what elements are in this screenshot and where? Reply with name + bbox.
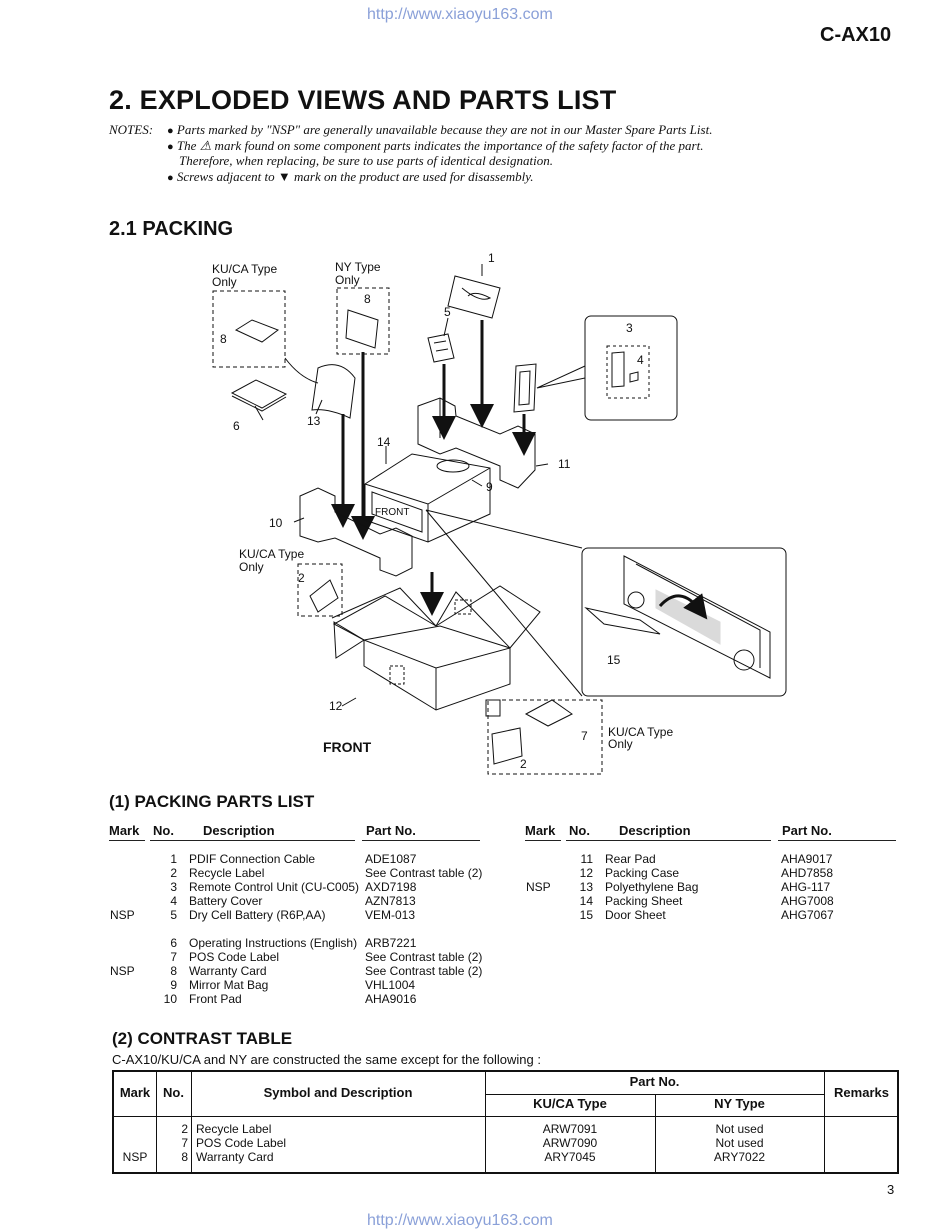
page-title: 2. EXPLODED VIEWS AND PARTS LIST — [109, 85, 617, 115]
ct-no: 7 — [181, 1136, 188, 1150]
callout-number: 14 — [377, 435, 391, 449]
callout-number: 1 — [488, 251, 495, 265]
part-mark: NSP — [110, 964, 135, 978]
part-description: Remote Control Unit (CU-C005) — [189, 880, 360, 894]
part-number: 6 — [170, 936, 177, 950]
part-description: Packing Case — [605, 866, 680, 880]
part-code: AHA9016 — [365, 992, 417, 1006]
callout-number: 10 — [269, 516, 283, 530]
label-only-1: Only — [212, 275, 237, 289]
part-number: 15 — [579, 908, 593, 922]
part-code: AHG7008 — [781, 894, 834, 908]
packing-exploded-diagram — [200, 248, 800, 780]
callout-number: 4 — [637, 353, 644, 367]
part-code: VHL1004 — [365, 978, 416, 992]
part-description: PDIF Connection Cable — [189, 852, 316, 866]
part-description: Recycle Label — [189, 866, 265, 880]
part-code: AHA9017 — [781, 852, 833, 866]
callout-number: 2 — [298, 571, 305, 585]
part-code: VEM-013 — [365, 908, 416, 922]
ct-ny: ARY7022 — [713, 1150, 766, 1164]
part-number: 12 — [579, 866, 593, 880]
part-code: AHG7067 — [781, 908, 834, 922]
part-code: See Contrast table (2) — [365, 950, 483, 964]
part-code: AZN7813 — [365, 894, 416, 908]
ct-kuca: ARY7045 — [544, 1150, 596, 1164]
part-description: Warranty Card — [189, 964, 267, 978]
part-description: Polyethylene Bag — [605, 880, 699, 894]
col-header-no: No. — [569, 823, 590, 838]
part-mark: NSP — [110, 908, 135, 922]
callout-number: 5 — [444, 305, 451, 319]
part-number: 13 — [579, 880, 593, 894]
label-front-box: FRONT — [375, 507, 410, 518]
ct-header-no: No. — [163, 1085, 184, 1100]
part-code: See Contrast table (2) — [365, 866, 483, 880]
label-kuca-2: KU/CA Type — [239, 547, 305, 561]
callout-number: 13 — [307, 414, 321, 428]
part-code: ADE1087 — [365, 852, 417, 866]
contrast-table-title: (2) CONTRAST TABLE — [112, 1029, 293, 1048]
ct-desc: Recycle Label — [196, 1122, 272, 1136]
bullet-icon: ● — [167, 171, 174, 184]
notes-label: NOTES: — [109, 122, 154, 137]
label-only-4: Only — [608, 737, 633, 751]
ct-ny: Not used — [715, 1136, 764, 1150]
notes-block — [109, 122, 889, 186]
label-front-main: FRONT — [323, 739, 372, 755]
callout-number: 11 — [558, 457, 571, 471]
note-item: ● The ⚠ mark found on some component parts indicates the importance of the safety factor of the part. — [167, 137, 704, 153]
col-header-part-no: Part No. — [782, 823, 832, 838]
note-item: ● Screws adjacent to ▼ mark on the product are used for disassembly. — [167, 168, 534, 184]
callout-number: 3 — [626, 321, 633, 335]
ct-no: 8 — [181, 1150, 188, 1164]
callout-number: 12 — [329, 699, 343, 713]
bottom-url[interactable]: http://www.xiaoyu163.com — [367, 1212, 553, 1229]
part-mark: NSP — [526, 880, 551, 894]
part-number: 9 — [170, 978, 177, 992]
callout-number: 7 — [581, 729, 588, 743]
callout-number: 15 — [607, 653, 621, 667]
part-code: See Contrast table (2) — [365, 964, 483, 978]
bullet-icon: ● — [167, 140, 174, 153]
ct-header-part-no: Part No. — [629, 1074, 680, 1089]
note-item: ● Parts marked by "NSP" are generally unavailable because they are not in our Master Spare Parts List. — [167, 122, 713, 137]
label-kuca-3: KU/CA Type — [608, 725, 674, 739]
part-description: Dry Cell Battery (R6P,AA) — [189, 908, 326, 922]
ct-header-kuca: KU/CA Type — [533, 1096, 607, 1111]
ct-mark: NSP — [122, 1150, 148, 1164]
part-description: Front Pad — [189, 992, 242, 1006]
callout-number: 9 — [486, 480, 493, 494]
ct-desc: POS Code Label — [196, 1136, 287, 1150]
part-description: POS Code Label — [189, 950, 280, 964]
col-header-mark: Mark — [109, 823, 140, 838]
ct-kuca: ARW7090 — [542, 1136, 598, 1150]
col-header-no: No. — [153, 823, 174, 838]
model-name: C-AX10 — [820, 24, 892, 46]
part-number: 11 — [580, 852, 593, 866]
bullet-icon: ● — [167, 125, 174, 137]
page-number: 3 — [887, 1182, 895, 1197]
part-description: Rear Pad — [605, 852, 656, 866]
part-number: 14 — [579, 894, 593, 908]
col-header-mark: Mark — [525, 823, 556, 838]
label-kuca-1: KU/CA Type — [212, 262, 278, 276]
part-code: ARB7221 — [365, 936, 417, 950]
part-code: AHG-117 — [781, 880, 831, 894]
contrast-table — [112, 1070, 899, 1174]
callout-number: 8 — [364, 292, 371, 306]
col-header-description: Description — [203, 823, 275, 838]
part-code: AHD7858 — [781, 866, 834, 880]
contrast-table-subtitle: C-AX10/KU/CA and NY are constructed the same except for the following : — [112, 1052, 541, 1067]
part-number: 8 — [170, 964, 177, 978]
part-description: Packing Sheet — [605, 894, 683, 908]
ct-desc: Warranty Card — [196, 1150, 274, 1164]
callout-number: 6 — [233, 419, 240, 433]
callout-number: 8 — [220, 332, 227, 346]
ct-header-ny: NY Type — [714, 1096, 765, 1111]
part-description: Mirror Mat Bag — [189, 978, 269, 992]
part-description: Battery Cover — [189, 894, 263, 908]
ct-no: 2 — [181, 1122, 188, 1136]
note-item-continuation: Therefore, when replacing, be sure to use parts of identical designation. — [179, 153, 553, 168]
packing-list-title: (1) PACKING PARTS LIST — [109, 792, 315, 811]
ct-kuca: ARW7091 — [542, 1122, 598, 1136]
ct-header-desc: Symbol and Description — [263, 1085, 413, 1100]
part-number: 5 — [170, 908, 177, 922]
callout-number: 2 — [520, 757, 527, 771]
part-number: 10 — [163, 992, 177, 1006]
top-url[interactable]: http://www.xiaoyu163.com — [367, 6, 553, 23]
section-heading: 2.1 PACKING — [109, 218, 234, 240]
col-header-part-no: Part No. — [366, 823, 416, 838]
ct-header-remarks: Remarks — [834, 1085, 889, 1100]
part-description: Operating Instructions (English) — [189, 936, 358, 950]
label-ny: NY Type — [335, 260, 381, 274]
part-number: 7 — [170, 950, 177, 964]
ct-ny: Not used — [715, 1122, 764, 1136]
part-description: Door Sheet — [605, 908, 666, 922]
part-number: 3 — [170, 880, 177, 894]
part-number: 2 — [170, 866, 177, 880]
part-number: 1 — [170, 852, 177, 866]
ct-header-mark: Mark — [119, 1085, 151, 1100]
warranty-card-shape — [236, 320, 278, 342]
label-only-3: Only — [239, 560, 264, 574]
label-only-2: Only — [335, 273, 360, 287]
col-header-description: Description — [619, 823, 691, 838]
part-number: 4 — [170, 894, 177, 908]
part-code: AXD7198 — [365, 880, 417, 894]
